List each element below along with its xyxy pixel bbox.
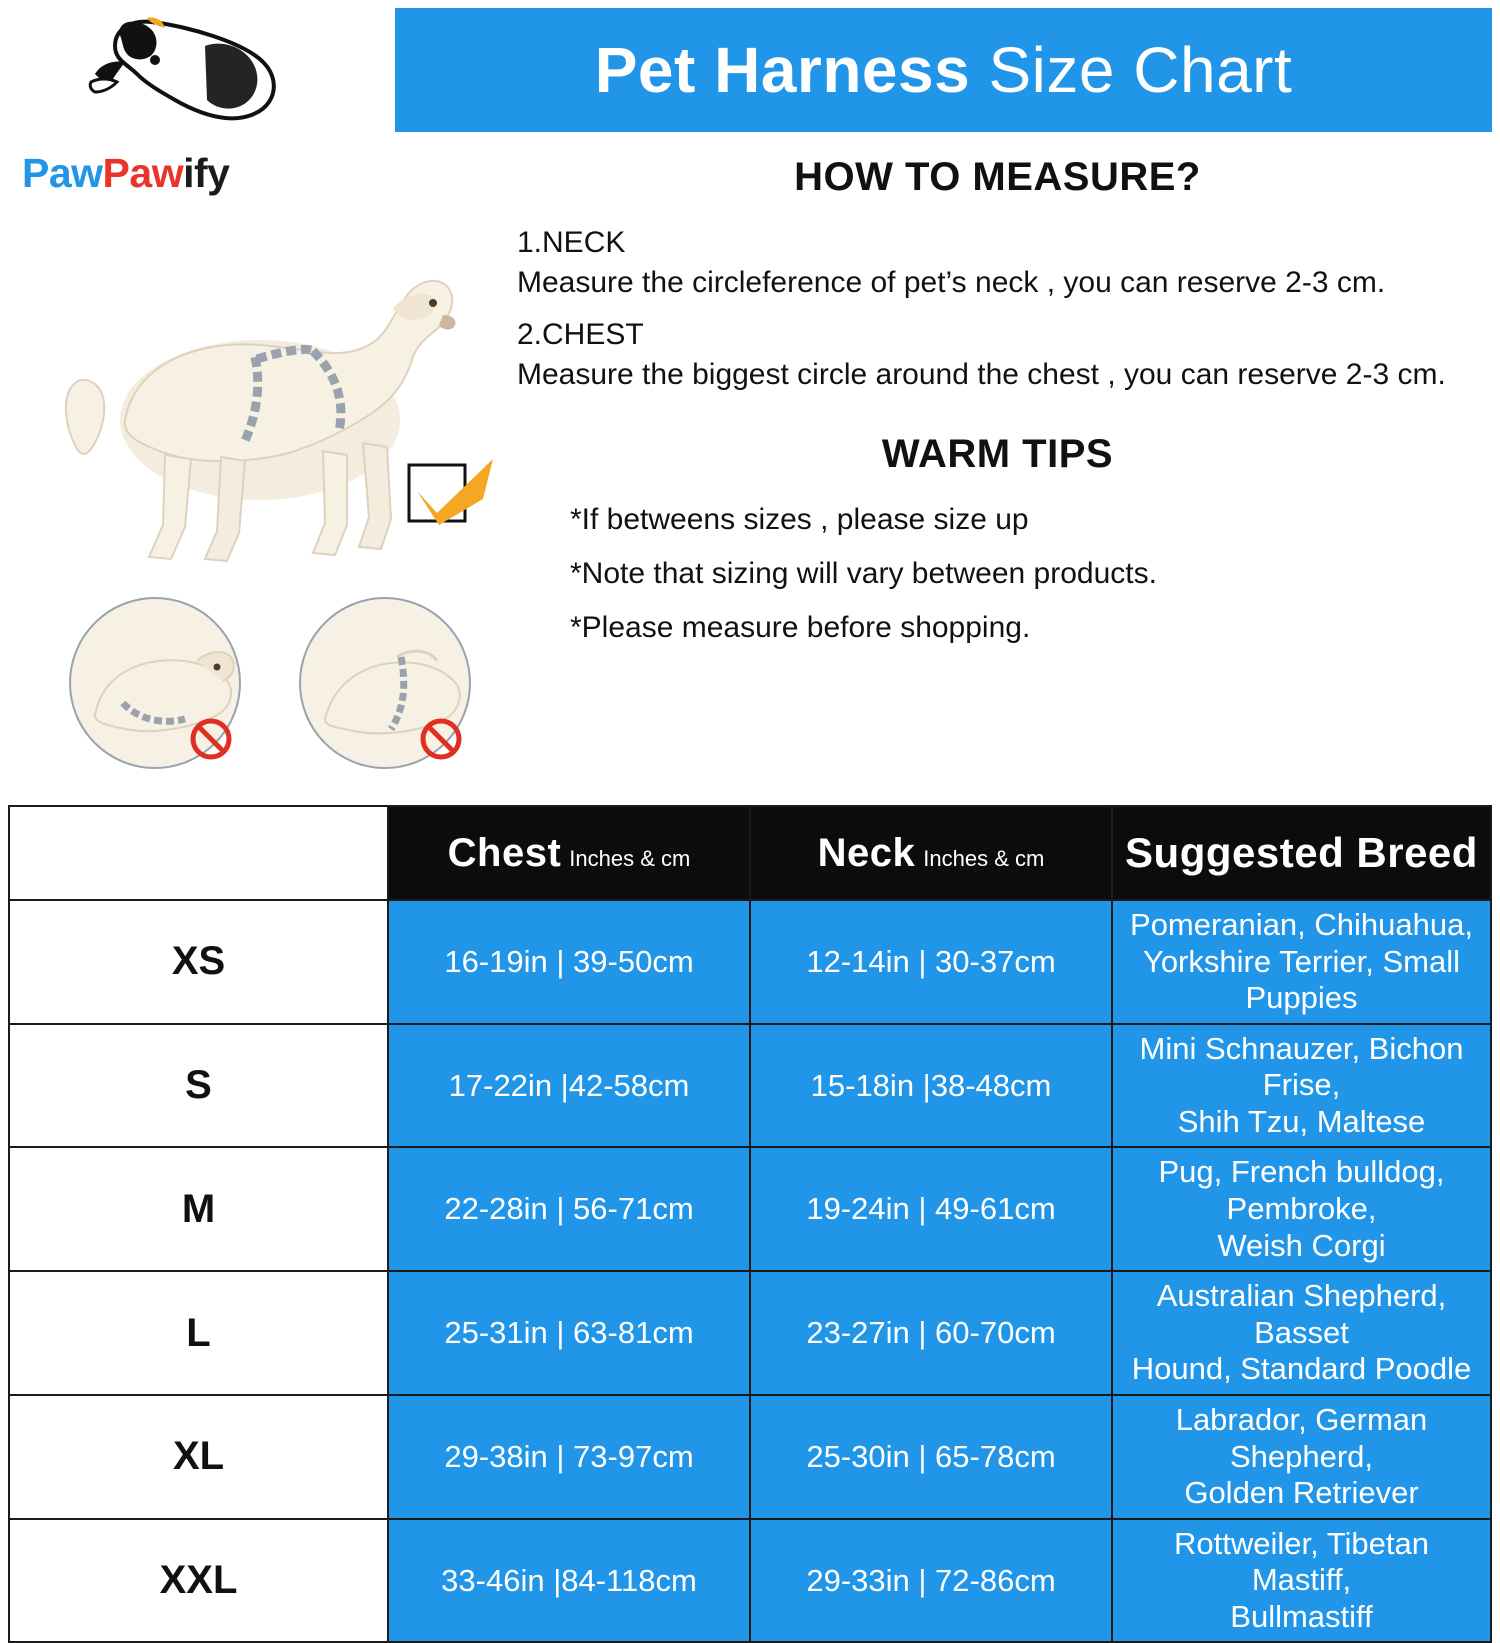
header-breed-label: Suggested Breed: [1125, 829, 1478, 876]
brand-name-part1: Paw: [22, 150, 103, 196]
table-row: [9, 1271, 1491, 1395]
size-chart-table: [8, 805, 1492, 1643]
row-neck-xl: 25-30in | 65-78cm: [750, 1395, 1112, 1519]
row-neck-xxl: 29-33in | 72-86cm: [750, 1519, 1112, 1643]
warm-tips-heading: WARM TIPS: [881, 432, 1114, 476]
row-size-m: M: [9, 1147, 388, 1271]
header-chest: [388, 806, 750, 900]
table-row: [9, 1395, 1491, 1519]
row-chest-xxl: 33-46in |84-118cm: [388, 1519, 750, 1643]
measure-step-2-text: Measure the biggest circle around the chest , you can reserve 2-3 cm.: [517, 358, 1446, 391]
row-breed-xs: Pomeranian, Chihuahua, Yorkshire Terrier, Small Puppies: [1112, 900, 1491, 1024]
instructions-panel: [505, 155, 1490, 665]
header-neck-label: Neck: [817, 830, 916, 875]
how-to-measure-list: [505, 226, 1490, 392]
how-to-measure-heading: HOW TO MEASURE?: [794, 155, 1201, 199]
row-size-xxl: XXL: [9, 1519, 388, 1643]
header-neck-units: Inches & cm: [923, 845, 1045, 871]
header-neck: [750, 806, 1112, 900]
row-neck-m: 19-24in | 49-61cm: [750, 1147, 1112, 1271]
row-breed-l: Australian Shepherd, Basset Hound, Standard Poodle: [1112, 1271, 1491, 1395]
table-row: [9, 900, 1491, 1024]
page-title: [595, 33, 1293, 107]
table-header-row: [9, 806, 1491, 900]
measure-step-2-label: 2.CHEST: [517, 318, 644, 351]
row-size-l: L: [9, 1271, 388, 1395]
row-breed-s: Mini Schnauzer, Bichon Frise, Shih Tzu, Maltese: [1112, 1024, 1491, 1148]
header-title-bar: [395, 8, 1492, 132]
page-title-light: Size Chart: [988, 34, 1293, 106]
row-size-xl: XL: [9, 1395, 388, 1519]
brand-name-part2: Paw: [102, 150, 184, 196]
warm-tips-list: [505, 503, 1490, 645]
size-chart-table-wrapper: [8, 805, 1492, 1643]
page-title-bold: Pet Harness: [594, 34, 989, 106]
row-chest-s: 17-22in |42-58cm: [388, 1024, 750, 1148]
row-size-xs: XS: [9, 900, 388, 1024]
table-row: [9, 1024, 1491, 1148]
row-neck-xs: 12-14in | 30-37cm: [750, 900, 1112, 1024]
wrong-examples-group: [45, 595, 500, 770]
table-body: [9, 900, 1491, 1642]
row-breed-m: Pug, French bulldog, Pembroke, Weish Corgi: [1112, 1147, 1491, 1271]
row-size-s: S: [9, 1024, 388, 1148]
row-chest-l: 25-31in | 63-81cm: [388, 1271, 750, 1395]
row-neck-l: 23-27in | 60-70cm: [750, 1271, 1112, 1395]
measure-step-1-label: 1.NECK: [517, 226, 626, 259]
dog-head-collar-wrong-photo: [70, 598, 240, 768]
row-chest-m: 22-28in | 56-71cm: [388, 1147, 750, 1271]
table-row: [9, 1519, 1491, 1643]
header-chest-label: Chest: [447, 830, 562, 875]
brand-name: [22, 150, 229, 197]
row-breed-xl: Labrador, German Shepherd, Golden Retriever: [1112, 1395, 1491, 1519]
orange-checkmark-icon: [405, 455, 500, 530]
header-breed: [1112, 806, 1491, 900]
row-chest-xl: 29-38in | 73-97cm: [388, 1395, 750, 1519]
header-size-blank: [9, 806, 388, 900]
brand-logo: [10, 10, 385, 220]
warm-tip-3: *Please measure before shopping.: [570, 611, 1031, 644]
row-neck-s: 15-18in |38-48cm: [750, 1024, 1112, 1148]
dog-neck-collar-wrong-photo: [300, 598, 470, 768]
header-chest-units: Inches & cm: [569, 845, 691, 871]
dog-head-icon: [85, 16, 295, 136]
table-row: [9, 1147, 1491, 1271]
warm-tip-1: *If betweens sizes , please size up: [570, 503, 1029, 536]
warm-tip-2: *Note that sizing will vary between products.: [570, 557, 1157, 590]
row-chest-xs: 16-19in | 39-50cm: [388, 900, 750, 1024]
dog-side-view-with-harness-photo: [45, 245, 500, 595]
row-breed-xxl: Rottweiler, Tibetan Mastiff, Bullmastiff: [1112, 1519, 1491, 1643]
measure-step-1-text: Measure the circleference of pet’s neck , you can reserve 2-3 cm.: [517, 266, 1386, 299]
brand-name-part3: ify: [183, 150, 230, 196]
